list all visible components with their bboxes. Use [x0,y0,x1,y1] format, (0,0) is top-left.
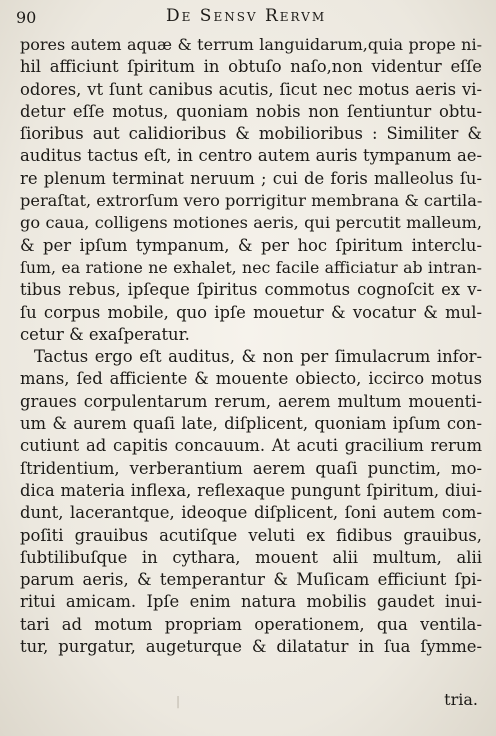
text-line: graues corpulentarum rerum, aerem multum mouenti- [20,391,482,411]
text-line: ſum, ea ratione ne exhalet, nec facile afficiatur ab intran- [20,257,482,277]
text-line: dunt, lacerantque, ideoque diſplicent, ſoni autem com- [20,503,482,523]
text-line: ſioribus aut calidioribus & mobilioribus : Similiter & [20,124,482,144]
bleed-through-mark: | [176,694,181,708]
catchword: tria. [444,690,478,709]
text-line: auditus tactus eſt, in centro autem auris tympanum ae- [20,146,482,166]
text-line: mans, ſed afficiente & mouente obiecto, iccirco motus [20,369,482,389]
text-line: pores autem aquæ & terrum languidarum,quia prope ni- [20,35,482,54]
text-line: poſiti grauibus acutiſque veluti ex fidibus grauibus, [20,525,482,545]
page-header [12,6,484,30]
text-line: ſubtilibuſque in cythara, mouent alii multum, alii [20,547,482,567]
text-line: go caua, colligens motiones aeris, qui percutit malleum, [20,213,482,233]
text-line: Tactus ergo eſt auditus, & non per ſimulacrum infor- [34,347,482,367]
text-line: detur eſſe motus, quoniam nobis non ſentiuntur obtu- [20,101,482,121]
text-line: peraſtat, extrorſum vero porrigitur membrana & cartila- [20,191,482,211]
text-line: odores, vt ſunt canibus acutis, ſicut nec motus aeris vi- [20,79,482,99]
text-line: um & aurem quaſi late, diſplicent, quoniam ipſum con- [20,414,482,434]
text-line: cetur & exaſperatur. [20,324,190,344]
text-line: ſtridentium, verberantium aerem quaſi punctim, mo- [20,458,482,478]
text-line: tari ad motum propriam operationem, qua ventila- [20,614,482,634]
body-text [20,34,482,658]
text-line: cutiunt ad capitis concauum. At acuti gracilium rerum [20,436,482,456]
text-line: parum aeris, & temperantur & Muſicam efficiunt ſpi- [20,570,482,590]
text-line: tur, purgatur, augeturque & dilatatur in ſua ſymme- [20,637,482,657]
text-line: re plenum terminat neruum ; cui de foris malleolus ſu- [20,168,482,188]
text-line: ſu corpus mobile, quo ipſe mouetur & vocatur & mul- [20,302,482,322]
text-line: dica materia inflexa, reflexaque pungunt ſpiritum, diui- [20,480,482,500]
text-line: tibus rebus, ipſeque ſpiritus commotus cognoſcit ex v- [20,280,482,300]
text-line: ritui amicam. Ipſe enim natura mobilis gaudet inui- [20,592,482,612]
text-line: & per ipſum tympanum, & per hoc ſpiritum interclu- [20,235,482,255]
page-number: 90 [16,8,37,27]
text-line: hil afficiunt ſpiritum in obtuſo naſo,non videntur eſſe [20,57,482,77]
running-title: De Sensv Rervm [166,6,327,26]
page-footer [20,690,484,714]
